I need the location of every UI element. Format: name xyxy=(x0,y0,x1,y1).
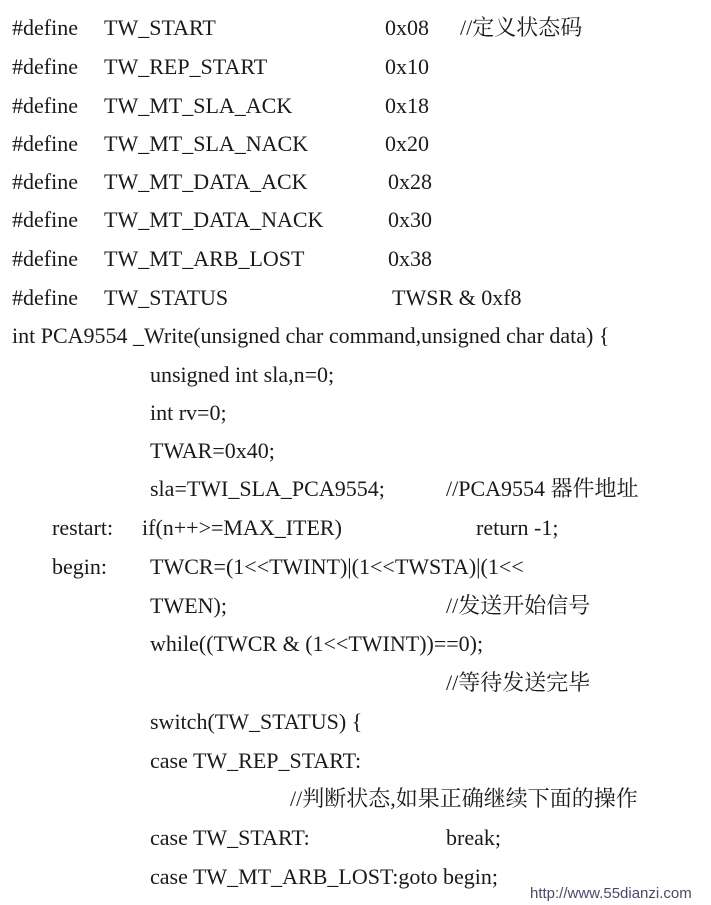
define-value: 0x10 xyxy=(385,54,429,79)
define-name: TW_MT_SLA_NACK xyxy=(104,131,309,156)
define-value: 0x08 xyxy=(385,15,429,40)
code-line: return -1; xyxy=(476,515,559,540)
define-value: 0x18 xyxy=(385,93,429,118)
define-directive: #define xyxy=(12,93,78,118)
define-value: TWSR & 0xf8 xyxy=(392,285,522,310)
define-directive: #define xyxy=(12,131,78,156)
code-comment: //发送开始信号 xyxy=(446,593,591,618)
function-signature: int PCA9554 _Write(unsigned char command,unsigned char data) { xyxy=(12,323,610,348)
label-begin: begin: xyxy=(52,554,107,579)
define-directive: #define xyxy=(12,207,78,232)
define-directive: #define xyxy=(12,285,78,310)
code-line: unsigned int sla,n=0; xyxy=(150,362,335,387)
define-value: 0x30 xyxy=(388,207,432,232)
code-line: case TW_MT_ARB_LOST:goto begin; xyxy=(150,864,499,889)
code-line: TWEN); xyxy=(150,593,227,618)
define-directive: #define xyxy=(12,246,78,271)
code-line: case TW_START: xyxy=(150,825,310,850)
code-comment: //判断状态,如果正确继续下面的操作 xyxy=(290,786,638,811)
define-value: 0x20 xyxy=(385,131,429,156)
define-directive: #define xyxy=(12,54,78,79)
code-line: int rv=0; xyxy=(150,400,227,425)
code-comment: //PCA9554 器件地址 xyxy=(446,476,639,501)
code-line: while((TWCR & (1<<TWINT))==0); xyxy=(150,631,484,656)
define-directive: #define xyxy=(12,15,78,40)
code-line: switch(TW_STATUS) { xyxy=(150,709,363,734)
define-name: TW_MT_DATA_ACK xyxy=(104,169,308,194)
watermark: http://www.55dianzi.com xyxy=(530,885,692,902)
code-line: TWAR=0x40; xyxy=(150,438,275,463)
label-restart: restart: xyxy=(52,515,114,540)
code-comment: //等待发送完毕 xyxy=(446,670,591,695)
define-name: TW_MT_ARB_LOST xyxy=(104,246,305,271)
define-value: 0x38 xyxy=(388,246,432,271)
define-name: TW_START xyxy=(104,15,216,40)
code-line: if(n++>=MAX_ITER) xyxy=(142,515,342,540)
define-name: TW_STATUS xyxy=(104,285,229,310)
define-comment: //定义状态码 xyxy=(460,15,583,40)
code-line: break; xyxy=(446,825,501,850)
define-directive: #define xyxy=(12,169,78,194)
define-name: TW_MT_DATA_NACK xyxy=(104,207,324,232)
code-line: sla=TWI_SLA_PCA9554; xyxy=(150,476,385,501)
code-line: TWCR=(1<<TWINT)|(1<<TWSTA)|(1<< xyxy=(150,554,524,579)
code-line: case TW_REP_START: xyxy=(150,748,362,773)
define-name: TW_MT_SLA_ACK xyxy=(104,93,293,118)
define-value: 0x28 xyxy=(388,169,432,194)
define-name: TW_REP_START xyxy=(104,54,268,79)
